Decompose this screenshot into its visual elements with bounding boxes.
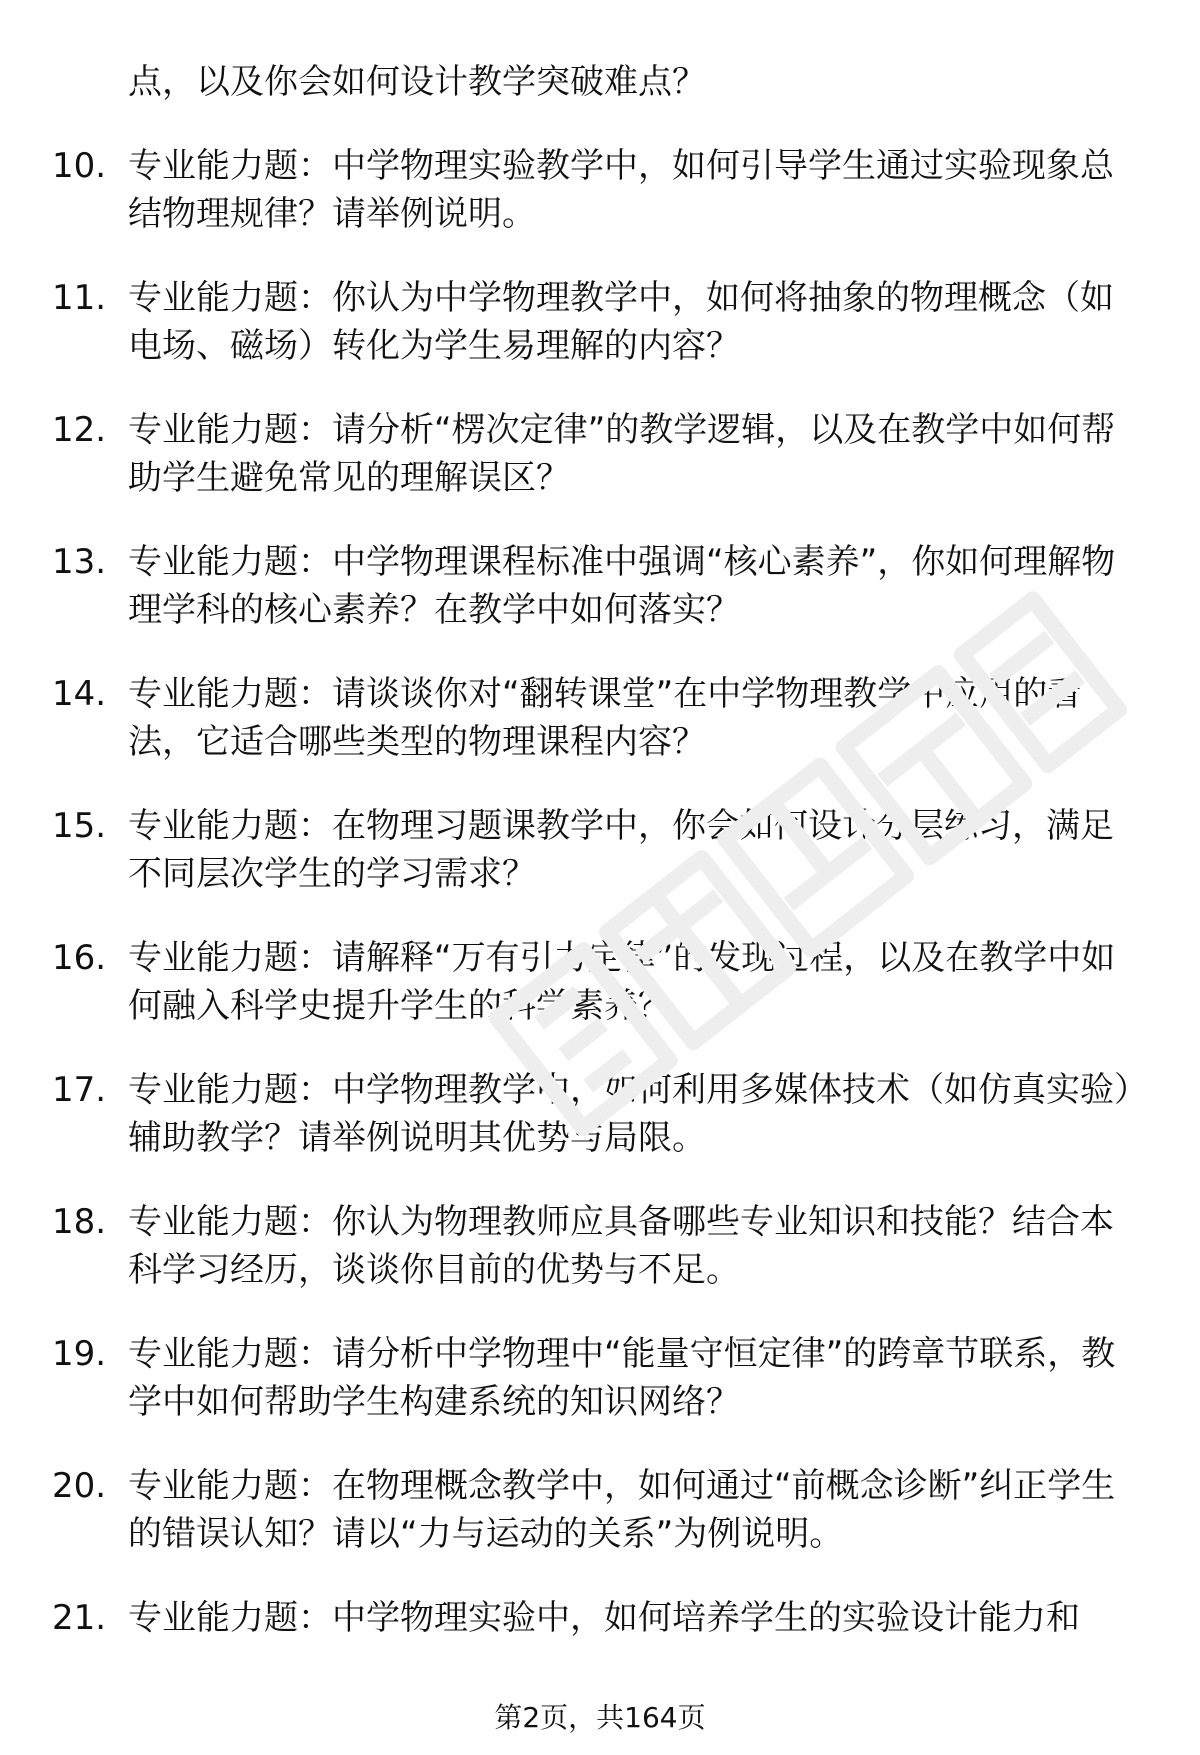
item-text: 专业能力题：请分析“楞次定律”的教学逻辑，以及在教学中如何帮助学生避免常见的理解误区？ [128, 410, 1116, 498]
list-item [0, 802, 1200, 934]
list-item [0, 1330, 1200, 1462]
continuation-text: 点，以及你会如何设计教学突破难点？ [128, 62, 706, 102]
item-number: 20. [52, 1466, 107, 1506]
item-text: 专业能力题：中学物理课程标准中强调“核心素养”，你如何理解物理学科的核心素养？在教学中如何落实？ [128, 542, 1116, 630]
item-text: 专业能力题：中学物理教学中，如何利用多媒体技术（如仿真实验）辅助教学？请举例说明其优势与局限。 [128, 1070, 1131, 1158]
item-text: 专业能力题：在物理概念教学中，如何通过“前概念诊断”纠正学生的错误认知？请以“力与运动的关系”为例说明。 [128, 1466, 1116, 1554]
list-item [0, 538, 1200, 670]
item-text: 专业能力题：中学物理实验教学中，如何引导学生通过实验现象总结物理规律？请举例说明。 [128, 146, 1114, 234]
item-text: 专业能力题：请谈谈你对“翻转课堂”在中学物理教学中应用的看法，它适合哪些类型的物理课程内容？ [128, 674, 1082, 762]
item-text: 专业能力题：请分析中学物理中“能量守恒定律”的跨章节联系，教学中如何帮助学生构建系统的知识网络？ [128, 1334, 1116, 1422]
item-number: 21. [52, 1598, 107, 1638]
page-footer: 第2页，共164页 [494, 1701, 706, 1734]
item-text: 专业能力题：中学物理实验中，如何培养学生的实验设计能力和 [128, 1598, 1080, 1638]
list-item [0, 274, 1200, 406]
item-text: 专业能力题：在物理习题课教学中，你会如何设计分层练习，满足不同层次学生的学习需求？ [128, 806, 1114, 894]
list-item [0, 142, 1200, 274]
list-item [0, 1462, 1200, 1594]
item-number: 16. [52, 938, 107, 978]
list-item [0, 406, 1200, 538]
item-number: 14. [52, 674, 107, 714]
item-text: 专业能力题：你认为物理教师应具备哪些专业知识和技能？结合本科学习经历，谈谈你目前的优势与不足。 [128, 1202, 1114, 1290]
item-number: 10. [52, 146, 107, 186]
item-text: 专业能力题：你认为中学物理教学中，如何将抽象的物理概念（如电场、磁场）转化为学生易理解的内容？ [128, 278, 1114, 366]
list-item [0, 1066, 1200, 1198]
item-number: 19. [52, 1334, 107, 1374]
item-number: 12. [52, 410, 107, 450]
item-number: 11. [52, 278, 107, 318]
item-number: 13. [52, 542, 107, 582]
question-list [0, 142, 1200, 1726]
list-item [0, 670, 1200, 802]
item-number: 15. [52, 806, 107, 846]
item-number: 18. [52, 1202, 107, 1242]
list-item [0, 934, 1200, 1066]
item-number: 17. [52, 1070, 107, 1110]
list-item [0, 1198, 1200, 1330]
item-text: 专业能力题：请解释“万有引力定律”的发现过程，以及在教学中如何融入科学史提升学生的科学素养？ [128, 938, 1116, 1026]
